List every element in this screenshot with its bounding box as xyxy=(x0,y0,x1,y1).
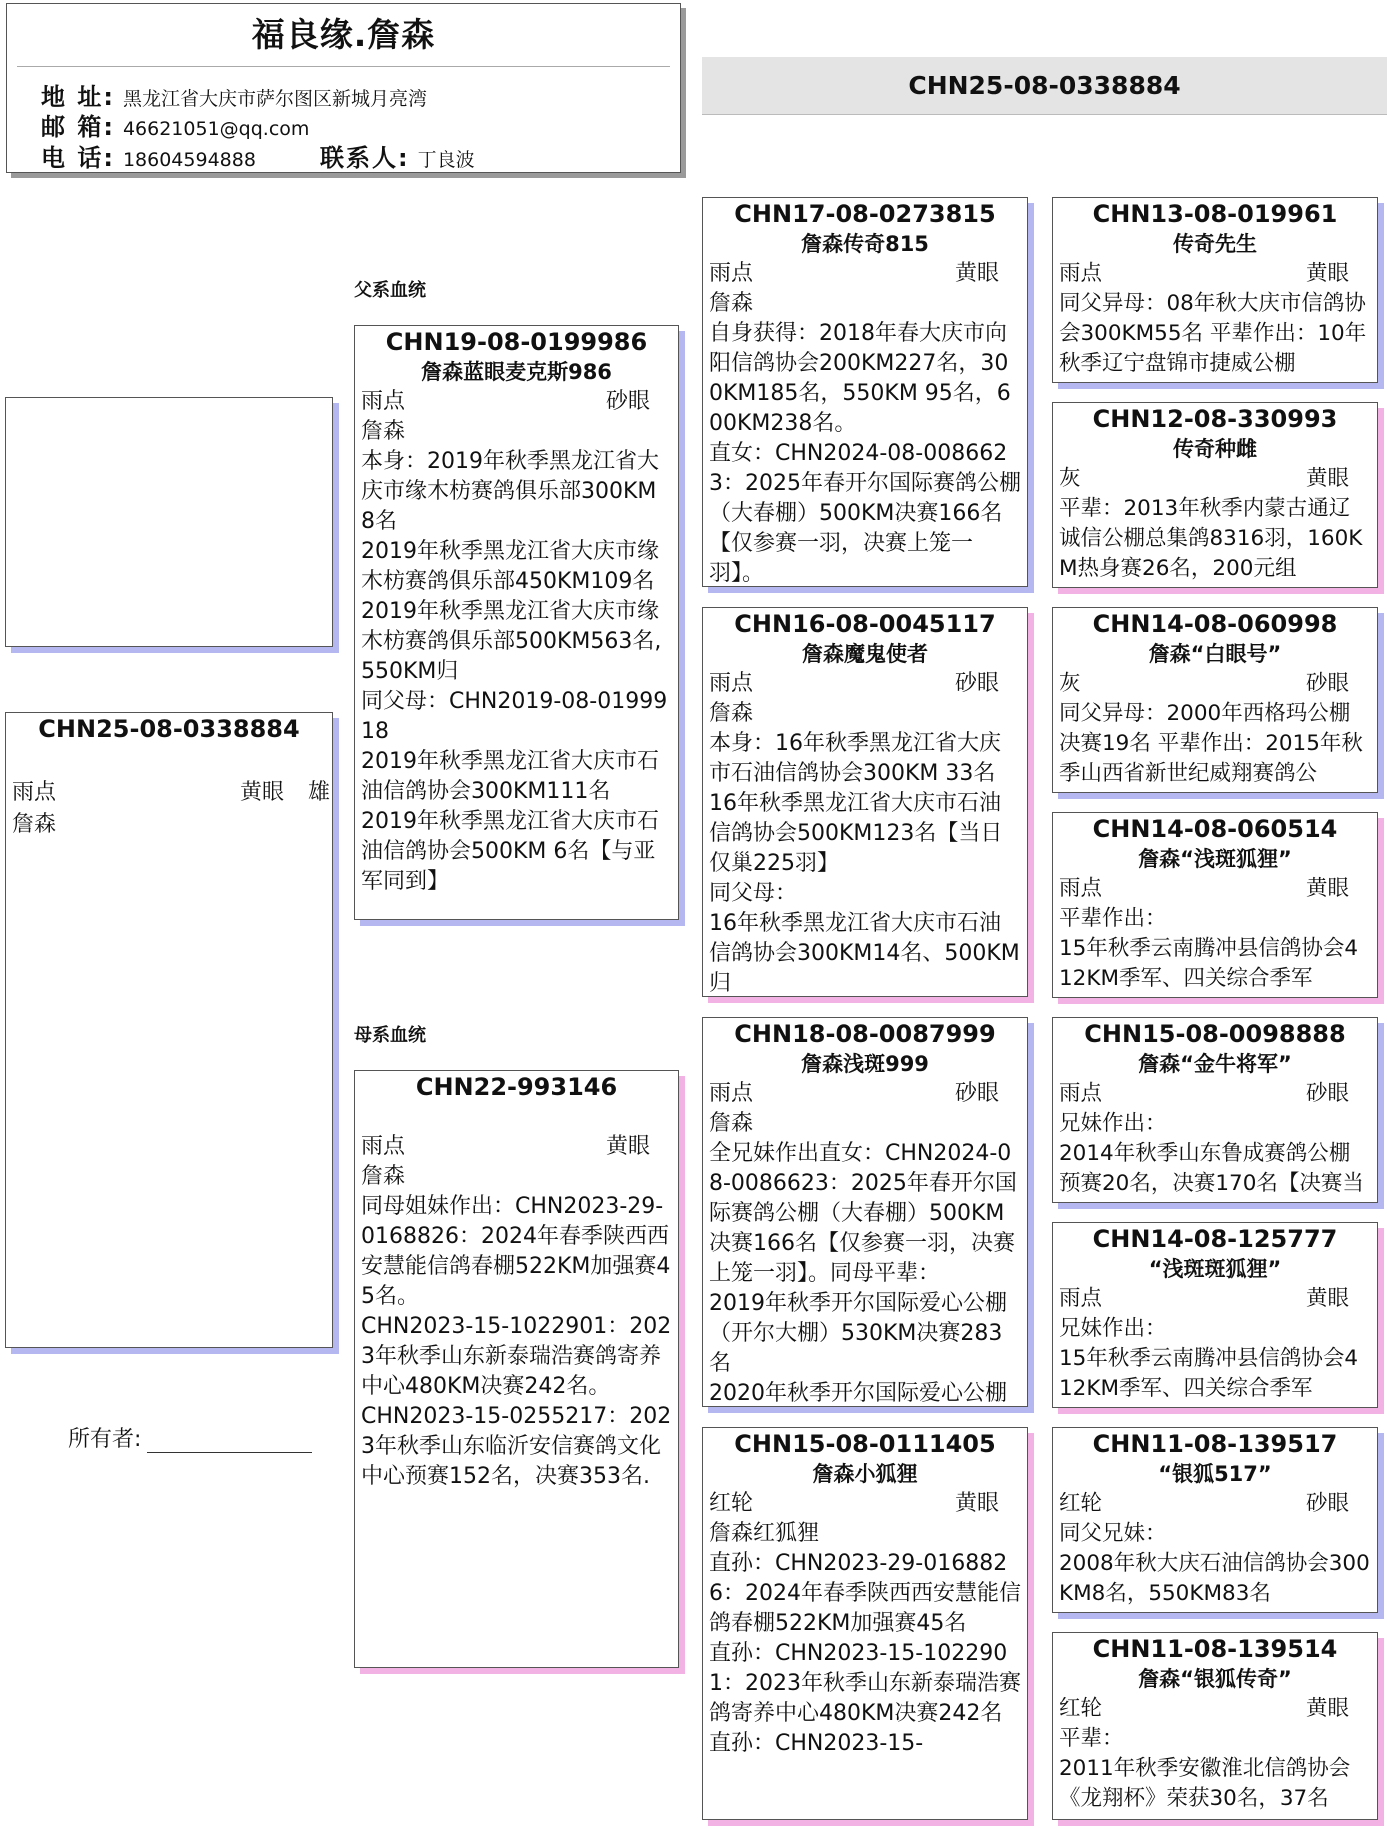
sire-eye: 砂眼 xyxy=(605,389,650,414)
great-grandparent-color: 雨点 xyxy=(1059,1286,1103,1311)
grandparent-ring: CHN15-08-0111405 xyxy=(734,1430,996,1458)
great-grandparent-name: 詹森“银狐传奇” xyxy=(1138,1667,1292,1691)
grandparent-ring: CHN16-08-0045117 xyxy=(734,610,996,638)
great-grandparent-attributes xyxy=(1059,874,1371,904)
subject-loft: 詹森 xyxy=(12,812,57,837)
grandparent-card xyxy=(702,1017,1028,1407)
grandparent-name: 詹森传奇815 xyxy=(801,232,929,256)
great-grandparent-color: 雨点 xyxy=(1059,1081,1103,1106)
email-line xyxy=(41,107,309,142)
address-label: 地 址: xyxy=(41,83,115,111)
great-grandparent-color: 灰 xyxy=(1059,466,1081,491)
great-grandparent-eye: 黄眼 xyxy=(1305,1696,1349,1721)
grandparent-color: 红轮 xyxy=(709,1491,754,1516)
email-value: 46621051@qq.com xyxy=(122,118,310,140)
pigeon-photo-frame xyxy=(5,397,333,647)
grandparent-color: 雨点 xyxy=(709,671,754,696)
great-grandparent-color: 红轮 xyxy=(1059,1696,1103,1721)
great-grandparent-color: 灰 xyxy=(1059,671,1081,696)
contact-label: 联系人: xyxy=(319,144,410,172)
grandparent-loft: 詹森 xyxy=(709,291,754,316)
great-grandparent-eye: 黄眼 xyxy=(1305,876,1349,901)
dam-eye: 黄眼 xyxy=(605,1134,650,1159)
great-grandparent-attributes xyxy=(1059,1694,1371,1724)
great-grandparent-notes: 同父兄妹： 2008年秋大庆石油信鸽协会300KM8名，550KM83名 xyxy=(1059,1521,1370,1606)
owner-signature-line[interactable] xyxy=(147,1430,312,1453)
header-divider xyxy=(17,66,670,67)
dam-color: 雨点 xyxy=(361,1134,406,1159)
grandparent-notes: 本身：16年秋季黑龙江省大庆市石油信鸽协会300KM 33名 16年秋季黑龙江省大庆市石油信鸽协会500KM123名【当日仅巢225羽】 同父母： 16年秋季黑龙江省大庆市石油信鸽协会300KM14名、500KM归 xyxy=(709,731,1020,996)
great-grandparent-name: “浅斑斑狐狸” xyxy=(1148,1257,1282,1281)
great-grandparent-ring: CHN11-08-139514 xyxy=(1092,1635,1338,1663)
sire-color: 雨点 xyxy=(361,389,406,414)
dam-loft: 詹森 xyxy=(361,1164,406,1189)
grandparent-color: 雨点 xyxy=(709,1081,754,1106)
breeder-header xyxy=(6,3,681,173)
great-grandparent-card xyxy=(1052,197,1378,383)
great-grandparent-notes: 同父异母：08年秋大庆市信鸽协会300KM55名 平辈作出：10年秋季辽宁盘锦市捷威公棚 xyxy=(1059,291,1367,376)
great-grandparent-card xyxy=(1052,607,1378,793)
great-grandparent-card xyxy=(1052,1632,1378,1820)
subject-ring: CHN25-08-0338884 xyxy=(38,715,300,743)
great-grandparent-name: 詹森“浅斑狐狸” xyxy=(1138,847,1292,871)
great-grandparent-notes: 兄妹作出： 2014年秋季山东鲁成赛鸽公棚预赛20名，决赛170名【决赛当 xyxy=(1059,1111,1364,1196)
great-grandparent-ring: CHN14-08-125777 xyxy=(1092,1225,1338,1253)
owner-label: 所有者: xyxy=(68,1427,142,1452)
dam-section-label: 母系血统 xyxy=(354,1025,426,1046)
great-grandparent-card xyxy=(1052,812,1378,998)
grandparent-eye: 黄眼 xyxy=(954,261,999,286)
great-grandparent-notes: 兄妹作出： 15年秋季云南腾冲县信鸽协会412KM季军、四关综合季军 xyxy=(1059,1316,1359,1401)
great-grandparent-eye: 砂眼 xyxy=(1305,671,1349,696)
grandparent-loft: 詹森 xyxy=(709,1111,754,1136)
great-grandparent-ring: CHN14-08-060998 xyxy=(1092,610,1338,638)
great-grandparent-eye: 黄眼 xyxy=(1305,1286,1349,1311)
great-grandparent-name: 詹森“白眼号” xyxy=(1148,642,1282,666)
grandparent-notes: 直孙：CHN2023-29-0168826：2024年春季陕西西安慧能信鸽春棚522KM加强赛45名 直孙：CHN2023-15-1022901：2023年秋季山东新泰瑞浩赛鸽寄养中心480KM决赛242名 直孙：CHN2023-15- xyxy=(709,1551,1021,1756)
grandparent-color: 雨点 xyxy=(709,261,754,286)
great-grandparent-ring: CHN13-08-019961 xyxy=(1092,200,1338,228)
great-grandparent-name: 詹森“金牛将军” xyxy=(1138,1052,1292,1076)
grandparent-attributes xyxy=(709,669,1021,699)
sire-notes: 本身：2019年秋季黑龙江省大庆市缘木枋赛鸽俱乐部300KM 8名 2019年秋季黑龙江省大庆市缘木枋赛鸽俱乐部450KM109名 2019年秋季黑龙江省大庆市缘木枋赛鸽俱乐部500KM563名,550KM归 同父母：CHN2019-08-0199918 2019年秋季黑龙江省大庆市石油信鸽协会300KM111名 2019年秋季黑龙江省大庆市石油信鸽协会500KM 6名【与亚军同到】 xyxy=(361,449,668,894)
great-grandparent-name: 传奇先生 xyxy=(1173,232,1257,256)
great-grandparent-attributes xyxy=(1059,1079,1371,1109)
great-grandparent-name: 传奇种雌 xyxy=(1173,437,1257,461)
great-grandparent-color: 雨点 xyxy=(1059,261,1103,286)
great-grandparent-eye: 砂眼 xyxy=(1305,1081,1349,1106)
grandparent-name: 詹森浅斑999 xyxy=(801,1052,929,1076)
sire-attributes xyxy=(361,387,672,417)
sire-ring: CHN19-08-0199986 xyxy=(385,328,648,356)
grandparent-notes: 全兄妹作出直女：CHN2024-08-0086623：2025年春开尔国际赛鸽公棚（大春棚）500KM决赛166名【仅参赛一羽，决赛上笼一羽】。同母平辈： 2019年秋季开尔国际爱心公棚（开尔大棚）530KM决赛283名 2020年秋季开尔国际爱心公棚 xyxy=(709,1141,1017,1406)
grandparent-card xyxy=(702,1427,1028,1820)
grandparent-loft: 詹森红狐狸 xyxy=(709,1521,820,1546)
grandparent-name: 詹森魔鬼使者 xyxy=(802,642,928,666)
breeder-title: 福良缘.詹森 xyxy=(251,15,436,54)
subject-eye: 黄眼 xyxy=(240,780,285,805)
dam-ring: CHN22-993146 xyxy=(415,1073,618,1101)
great-grandparent-notes: 平辈： 2011年秋季安徽淮北信鸽协会《龙翔杯》荣获30名，37名 xyxy=(1059,1726,1351,1811)
contact-value: 丁良波 xyxy=(417,149,475,171)
dam-attributes xyxy=(361,1132,672,1162)
great-grandparent-eye: 黄眼 xyxy=(1305,261,1349,286)
great-grandparent-card xyxy=(1052,1222,1378,1408)
grandparent-ring: CHN18-08-0087999 xyxy=(734,1020,996,1048)
phone-value: 18604594888 xyxy=(122,149,256,171)
sire-section-label: 父系血统 xyxy=(354,280,426,301)
grandparent-loft: 詹森 xyxy=(709,701,754,726)
great-grandparent-ring: CHN15-08-0098888 xyxy=(1084,1020,1346,1048)
phone-line xyxy=(41,138,475,173)
grandparent-eye: 黄眼 xyxy=(954,1491,999,1516)
great-grandparent-notes: 平辈作出： 15年秋季云南腾冲县信鸽协会412KM季军、四关综合季军 xyxy=(1059,906,1359,991)
grandparent-eye: 砂眼 xyxy=(954,1081,999,1106)
great-grandparent-card xyxy=(1052,402,1378,588)
sire-card xyxy=(354,325,679,920)
great-grandparent-attributes xyxy=(1059,259,1371,289)
grandparent-attributes xyxy=(709,1489,1021,1519)
great-grandparent-notes: 同父异母：2000年西格玛公棚决赛19名 平辈作出：2015年秋季山西省新世纪威翔赛鸽公 xyxy=(1059,701,1363,786)
great-grandparent-color: 红轮 xyxy=(1059,1491,1103,1516)
subject-color: 雨点 xyxy=(12,780,57,805)
sire-loft: 詹森 xyxy=(361,419,406,444)
grandparent-name: 詹森小狐狸 xyxy=(812,1462,918,1486)
grandparent-attributes xyxy=(709,1079,1021,1109)
dam-name xyxy=(355,1102,678,1132)
great-grandparent-card xyxy=(1052,1017,1378,1203)
great-grandparent-attributes xyxy=(1059,464,1371,494)
subject-card xyxy=(5,712,333,1348)
great-grandparent-attributes xyxy=(1059,669,1371,699)
grandparent-card xyxy=(702,607,1028,997)
great-grandparent-color: 雨点 xyxy=(1059,876,1103,901)
great-grandparent-eye: 砂眼 xyxy=(1305,1491,1349,1516)
owner-line xyxy=(68,1422,312,1453)
great-grandparent-ring: CHN12-08-330993 xyxy=(1092,405,1338,433)
address-value: 黑龙江省大庆市萨尔图区新城月亮湾 xyxy=(122,88,427,110)
grandparent-attributes xyxy=(709,259,1021,289)
dam-notes: 同母姐妹作出：CHN2023-29-0168826：2024年春季陕西西安慧能信鸽春棚522KM加强赛45名。 CHN2023-15-1022901：2023年秋季山东新泰瑞浩赛鸽寄养中心480KM决赛242名。 CHN2023-15-0255217：2023年秋季山东临沂安信赛鸽文化中心预赛152名，决赛353名. xyxy=(361,1194,672,1489)
great-grandparent-eye: 黄眼 xyxy=(1305,466,1349,491)
main-ring-band: CHN25-08-0338884 xyxy=(702,57,1387,115)
great-grandparent-card xyxy=(1052,1427,1378,1613)
great-grandparent-attributes xyxy=(1059,1284,1371,1314)
great-grandparent-notes: 平辈：2013年秋季内蒙古通辽诚信公棚总集鸽8316羽，160KM热身赛26名，200元组 xyxy=(1059,496,1363,581)
grandparent-card xyxy=(702,197,1028,587)
email-label: 邮 箱: xyxy=(41,113,115,141)
subject-sex: 雄 xyxy=(308,780,331,805)
great-grandparent-name: “银狐517” xyxy=(1158,1462,1272,1486)
dam-card xyxy=(354,1070,679,1668)
phone-label: 电 话: xyxy=(41,144,115,172)
great-grandparent-ring: CHN14-08-060514 xyxy=(1092,815,1338,843)
grandparent-ring: CHN17-08-0273815 xyxy=(734,200,996,228)
grandparent-eye: 砂眼 xyxy=(954,671,999,696)
sire-name: 詹森蓝眼麦克斯986 xyxy=(421,360,612,384)
great-grandparent-attributes xyxy=(1059,1489,1371,1519)
grandparent-notes: 自身获得：2018年春大庆市向阳信鸽协会200KM227名，300KM185名，550KM 95名，600KM238名。 直女：CHN2024-08-0086623：2025年春开尔国际赛鸽公棚（大春棚）500KM决赛166名【仅参赛一羽，决赛上笼一羽】。 xyxy=(709,321,1021,586)
great-grandparent-ring: CHN11-08-139517 xyxy=(1092,1430,1338,1458)
